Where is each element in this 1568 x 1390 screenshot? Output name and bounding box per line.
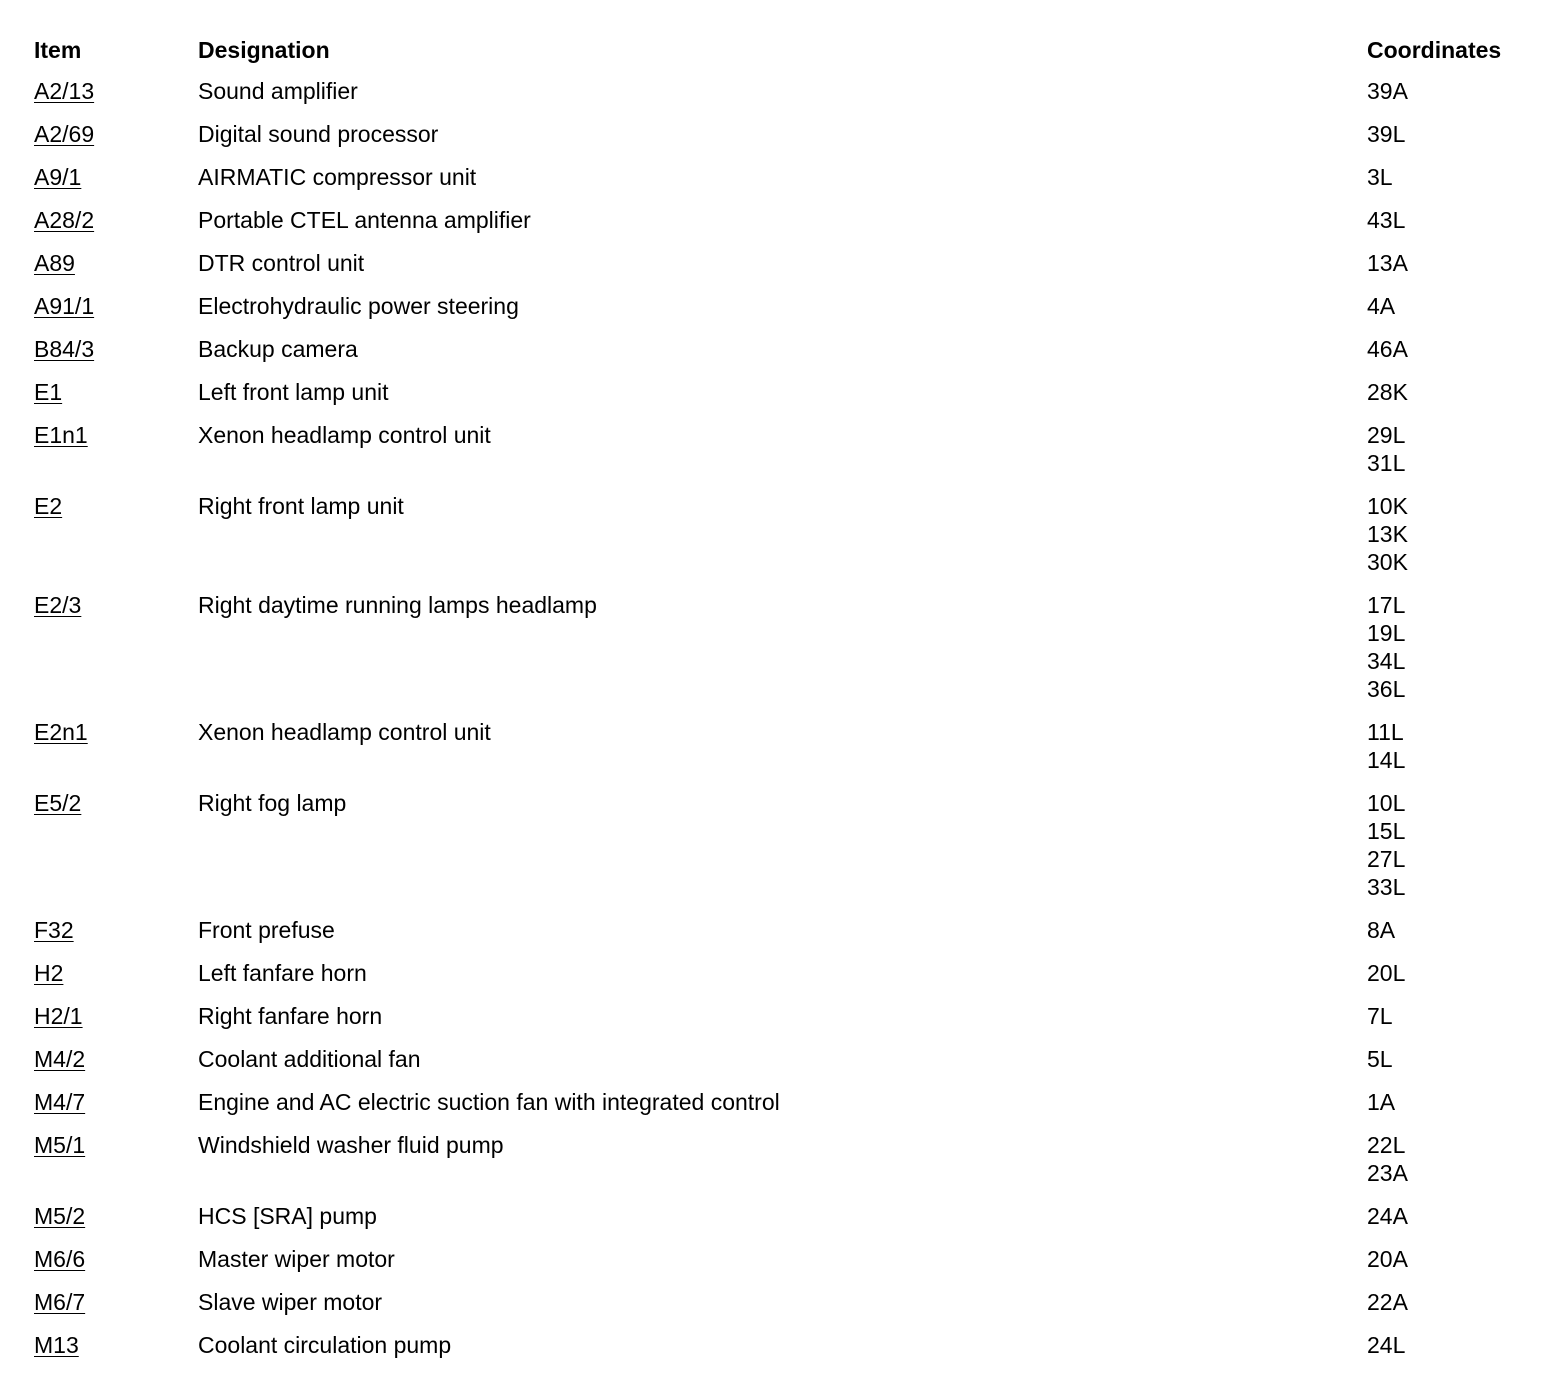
table-row: [34, 421, 1534, 492]
item-link[interactable]: A28/2: [34, 207, 95, 233]
coordinate-value: 36L: [1367, 676, 1406, 702]
coordinates-cell: [1367, 335, 1534, 363]
coordinate-value: 10L: [1367, 790, 1406, 816]
header-coordinates: Coordinates: [1367, 37, 1502, 63]
item-link[interactable]: E5/2: [34, 790, 82, 816]
item-cell: [34, 206, 198, 234]
designation-cell: Right daytime running lamps headlamp: [198, 592, 597, 618]
designation-cell: Portable CTEL antenna amplifier: [198, 207, 531, 233]
table-row: [34, 492, 1534, 591]
header-item: Item: [34, 37, 82, 63]
item-link[interactable]: A9/1: [34, 164, 82, 190]
coordinate-value: 28K: [1367, 379, 1408, 405]
item-link[interactable]: M5/2: [34, 1203, 86, 1229]
item-cell: [34, 120, 198, 148]
coordinates-cell: [1367, 1088, 1534, 1116]
coordinates-cell: [1367, 1331, 1534, 1359]
table-row: [34, 77, 1534, 120]
designation-cell: Electrohydraulic power steering: [198, 293, 519, 319]
designation-cell: Left front lamp unit: [198, 379, 389, 405]
coordinate-value: 13A: [1367, 250, 1408, 276]
item-cell: [34, 249, 198, 277]
designation-cell: Backup camera: [198, 336, 358, 362]
coordinate-value: 5L: [1367, 1046, 1393, 1072]
item-cell: [34, 421, 198, 449]
coordinates-cell: [1367, 120, 1534, 148]
table-row: [34, 120, 1534, 163]
coordinate-value: 24A: [1367, 1203, 1408, 1229]
item-link[interactable]: E2/3: [34, 592, 82, 618]
table-body: [34, 77, 1534, 1374]
item-cell: [34, 77, 198, 105]
item-cell: [34, 591, 198, 619]
coordinates-cell: [1367, 1245, 1534, 1273]
coordinate-value: 4A: [1367, 293, 1396, 319]
item-cell: [34, 335, 198, 363]
table-row: [34, 1331, 1534, 1374]
designation-cell: Xenon headlamp control unit: [198, 422, 491, 448]
coordinate-value: 13K: [1367, 521, 1408, 547]
coordinates-cell: [1367, 206, 1534, 234]
coordinate-value: 23A: [1367, 1160, 1408, 1186]
item-link[interactable]: H2: [34, 960, 64, 986]
coordinates-cell: [1367, 492, 1534, 576]
table-row: [34, 249, 1534, 292]
coordinates-cell: [1367, 591, 1534, 703]
coordinates-cell: [1367, 789, 1534, 901]
table-row: [34, 1002, 1534, 1045]
coordinate-value: 33L: [1367, 874, 1406, 900]
item-link[interactable]: H2/1: [34, 1003, 83, 1029]
item-link[interactable]: E1: [34, 379, 63, 405]
item-cell: [34, 959, 198, 987]
coordinate-value: 19L: [1367, 620, 1406, 646]
designation-cell: Right front lamp unit: [198, 493, 404, 519]
table-row: [34, 916, 1534, 959]
coordinate-value: 31L: [1367, 450, 1406, 476]
item-cell: [34, 718, 198, 746]
coordinate-value: 20A: [1367, 1246, 1408, 1272]
coordinate-value: 10K: [1367, 493, 1408, 519]
coordinate-value: 7L: [1367, 1003, 1393, 1029]
item-link[interactable]: M13: [34, 1332, 79, 1358]
designation-cell: Slave wiper motor: [198, 1289, 383, 1315]
designation-cell: Windshield washer fluid pump: [198, 1132, 504, 1158]
item-link[interactable]: M5/1: [34, 1132, 86, 1158]
coordinates-cell: [1367, 378, 1534, 406]
coordinate-value: 20L: [1367, 960, 1406, 986]
coordinates-cell: [1367, 1288, 1534, 1316]
table-row: [34, 1245, 1534, 1288]
coordinate-value: 34L: [1367, 648, 1406, 674]
item-cell: [34, 378, 198, 406]
coordinate-value: 46A: [1367, 336, 1408, 362]
designation-cell: Coolant additional fan: [198, 1046, 421, 1072]
item-cell: [34, 1245, 198, 1273]
item-cell: [34, 1131, 198, 1159]
coordinate-value: 8A: [1367, 917, 1396, 943]
item-cell: [34, 916, 198, 944]
item-link[interactable]: A89: [34, 250, 75, 276]
coordinates-cell: [1367, 1045, 1534, 1073]
coordinate-value: 27L: [1367, 846, 1406, 872]
coordinates-cell: [1367, 718, 1534, 774]
item-cell: [34, 789, 198, 817]
item-link[interactable]: E2n1: [34, 719, 88, 745]
table-row: [34, 292, 1534, 335]
coordinates-cell: [1367, 959, 1534, 987]
table-row: [34, 1202, 1534, 1245]
coordinates-cell: [1367, 1202, 1534, 1230]
coordinate-value: 29L: [1367, 422, 1406, 448]
table-row: [34, 335, 1534, 378]
table-row: [34, 789, 1534, 916]
table-row: [34, 1131, 1534, 1202]
table-row: [34, 163, 1534, 206]
item-link[interactable]: A2/69: [34, 121, 95, 147]
item-cell: [34, 1288, 198, 1316]
designation-cell: Engine and AC electric suction fan with integrated control: [198, 1089, 780, 1115]
coordinate-value: 14L: [1367, 747, 1406, 773]
item-link[interactable]: F32: [34, 917, 74, 943]
item-cell: [34, 1331, 198, 1359]
item-cell: [34, 292, 198, 320]
coordinate-value: 24L: [1367, 1332, 1406, 1358]
coordinates-cell: [1367, 292, 1534, 320]
designation-cell: Left fanfare horn: [198, 960, 367, 986]
designation-cell: Sound amplifier: [198, 78, 358, 104]
coordinate-value: 30K: [1367, 549, 1408, 575]
item-link[interactable]: M6/6: [34, 1246, 86, 1272]
item-cell: [34, 492, 198, 520]
coordinate-value: 3L: [1367, 164, 1393, 190]
designation-cell: Coolant circulation pump: [198, 1332, 452, 1358]
item-cell: [34, 1202, 198, 1230]
table-row: [34, 378, 1534, 421]
designation-cell: HCS [SRA] pump: [198, 1203, 377, 1229]
item-link[interactable]: M6/7: [34, 1289, 86, 1315]
coordinates-cell: [1367, 77, 1534, 105]
coordinates-cell: [1367, 916, 1534, 944]
component-legend-table: [34, 34, 1534, 1374]
coordinates-cell: [1367, 163, 1534, 191]
header-designation: Designation: [198, 37, 330, 63]
table-header: [34, 34, 1534, 77]
coordinate-value: 43L: [1367, 207, 1406, 233]
designation-cell: Front prefuse: [198, 917, 335, 943]
coordinates-cell: [1367, 1002, 1534, 1030]
designation-cell: Master wiper motor: [198, 1246, 395, 1272]
coordinate-value: 22A: [1367, 1289, 1408, 1315]
table-row: [34, 1045, 1534, 1088]
item-link[interactable]: A91/1: [34, 293, 95, 319]
coordinate-value: 39A: [1367, 78, 1408, 104]
coordinates-cell: [1367, 1131, 1534, 1187]
table-row: [34, 718, 1534, 789]
designation-cell: Digital sound processor: [198, 121, 439, 147]
item-link[interactable]: B84/3: [34, 336, 95, 362]
designation-cell: Right fog lamp: [198, 790, 347, 816]
item-cell: [34, 1088, 198, 1116]
coordinates-cell: [1367, 421, 1534, 477]
item-link[interactable]: E2: [34, 493, 63, 519]
item-cell: [34, 163, 198, 191]
item-cell: [34, 1002, 198, 1030]
table-row: [34, 959, 1534, 1002]
table-row: [34, 206, 1534, 249]
designation-cell: Right fanfare horn: [198, 1003, 383, 1029]
designation-cell: DTR control unit: [198, 250, 365, 276]
designation-cell: AIRMATIC compressor unit: [198, 164, 477, 190]
item-link[interactable]: M4/7: [34, 1089, 86, 1115]
coordinate-value: 17L: [1367, 592, 1406, 618]
item-link[interactable]: A2/13: [34, 78, 95, 104]
table-row: [34, 591, 1534, 718]
item-link[interactable]: M4/2: [34, 1046, 86, 1072]
coordinate-value: 15L: [1367, 818, 1406, 844]
table-row: [34, 1088, 1534, 1131]
designation-cell: Xenon headlamp control unit: [198, 719, 491, 745]
coordinate-value: 11L: [1367, 719, 1404, 745]
coordinate-value: 39L: [1367, 121, 1406, 147]
item-cell: [34, 1045, 198, 1073]
coordinate-value: 22L: [1367, 1132, 1406, 1158]
item-link[interactable]: E1n1: [34, 422, 88, 448]
coordinate-value: 1A: [1367, 1089, 1396, 1115]
coordinates-cell: [1367, 249, 1534, 277]
table-row: [34, 1288, 1534, 1331]
